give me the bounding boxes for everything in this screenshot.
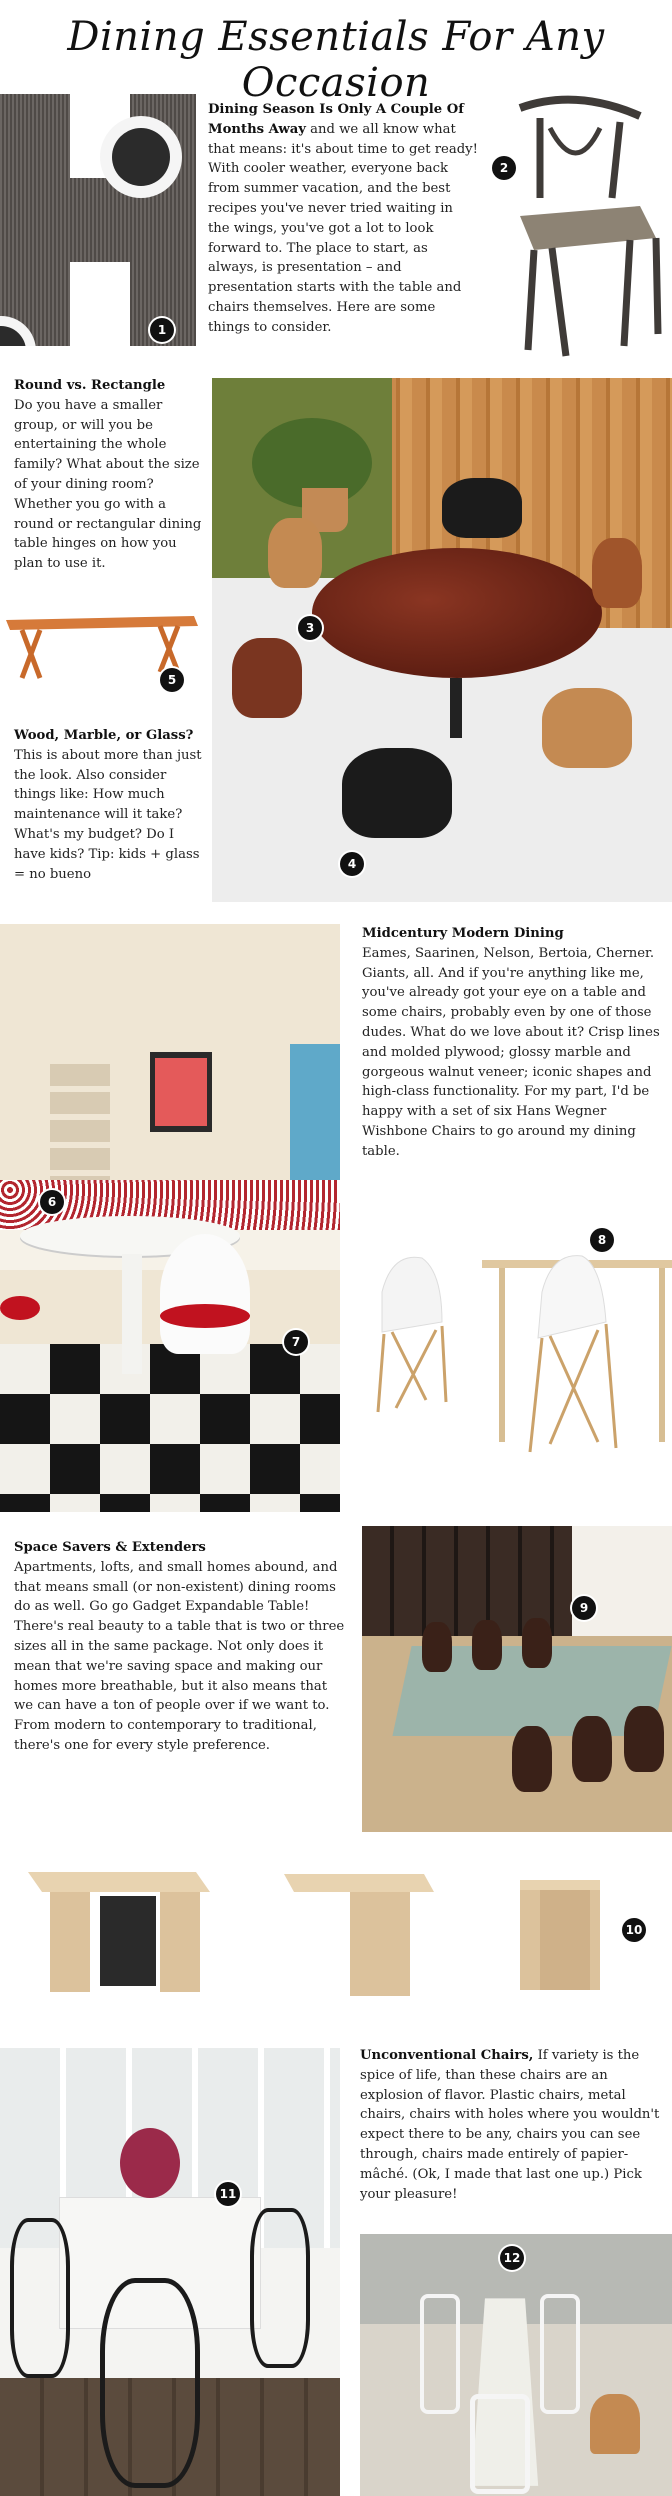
badge-7: 7	[284, 1330, 308, 1354]
wishbone-chair-illustration	[480, 88, 672, 370]
badge-4: 4	[340, 852, 364, 876]
folding-tables-illustration	[0, 1846, 672, 2016]
wishbone-chair-image	[480, 88, 672, 370]
round-table-scene-image	[212, 378, 672, 902]
wood-marble-glass-heading: Wood, Marble, or Glass?	[14, 728, 194, 743]
badge-1: 1	[150, 318, 174, 342]
page-title: Dining Essentials For Any Occasion	[67, 14, 605, 106]
unconventional-chairs-body: If variety is the spice of life, than these chairs are an explosion of flavor. Plastic chairs, metal chairs, chairs with holes where you wouldn't expect there to be any, chairs you can see through, chairs made entirely of papier-mâché. (Ok, I made that last one up.) Pick your pleasure!	[360, 2048, 660, 2202]
intro-paragraph	[208, 100, 478, 338]
eames-chairs-illustration	[362, 1222, 672, 1482]
long-table-white-chairs-image	[360, 2234, 672, 2496]
wood-marble-glass-paragraph	[14, 726, 204, 884]
midcentury-heading: Midcentury Modern Dining	[362, 926, 564, 941]
badge-8: 8	[590, 1228, 614, 1252]
folding-tables-image	[0, 1846, 672, 2016]
midcentury-body: Eames, Saarinen, Nelson, Bertoia, Cherner. Giants, all. And if you're anything like me, you've already got your eye on a table and some chairs, probably even by one of those dudes. What do we love about it? Crisp lines and molded plywood; glossy marble and gorgeous walnut veneer; iconic shapes and high-class functionality. For my part, I'd be happy with a set of six Hans Wegner Wishbone Chairs to go around my dining table.	[362, 945, 660, 1159]
unconventional-chairs-heading: Unconventional Chairs,	[360, 2048, 534, 2063]
white-table-black-chairs-image	[0, 2048, 340, 2496]
wood-marble-glass-body: This is about more than just the look. Also consider things like: How much maintenance will it take? What's my budget? Do I have kids? Tip: kids + glass = no bueno	[14, 747, 202, 882]
round-vs-rectangle-heading: Round vs. Rectangle	[14, 378, 166, 393]
rectangular-table-image	[0, 600, 204, 700]
unconventional-chairs-paragraph	[360, 2046, 666, 2204]
badge-10: 10	[622, 1918, 646, 1942]
kitchen-tulip-table-image	[0, 924, 340, 1512]
badge-5: 5	[160, 668, 184, 692]
intro-heading: Dining Season Is Only A Couple Of Months Away	[208, 102, 464, 137]
badge-11: 11	[216, 2182, 240, 2206]
badge-6: 6	[40, 1190, 64, 1214]
round-vs-rectangle-paragraph	[14, 376, 204, 574]
space-savers-paragraph	[14, 1538, 350, 1756]
round-vs-rectangle-body: Do you have a smaller group, or will you be entertaining the whole family? What about the size of your dining room? Whether you go with a round or rectangular dining table hinges on how you plan to use it.	[14, 397, 202, 572]
midcentury-paragraph	[362, 924, 662, 1162]
expandable-glass-table-image	[362, 1526, 672, 1832]
intro-body: and we all know what that means: it's about time to get ready! With cooler weather, everyone back from summer vacation, and the best recipes you've never tried waiting in the wings, you've got a lot to look forward to. The place to start, as always, is presentation – and presentation starts with the table and chairs themselves. Here are some things to consider.	[208, 121, 478, 335]
badge-12: 12	[500, 2246, 524, 2270]
placemat-image	[0, 94, 196, 346]
space-savers-heading: Space Savers & Extenders	[14, 1540, 206, 1555]
space-savers-body: Apartments, lofts, and small homes abound, and that means small (or non-existent) dining rooms do as well. Go go Gadget Expandable Table! There's real beauty to a table that is two or three sizes all in the same package. Not only does it mean that we're saving space and making our homes more breathable, but it also means that we can have a ton of people over if we want to. From modern to contemporary to traditional, there's one for every style preference.	[14, 1559, 345, 1753]
badge-9: 9	[572, 1596, 596, 1620]
badge-2: 2	[492, 156, 516, 180]
eames-chairs-image	[362, 1222, 672, 1482]
badge-3: 3	[298, 616, 322, 640]
